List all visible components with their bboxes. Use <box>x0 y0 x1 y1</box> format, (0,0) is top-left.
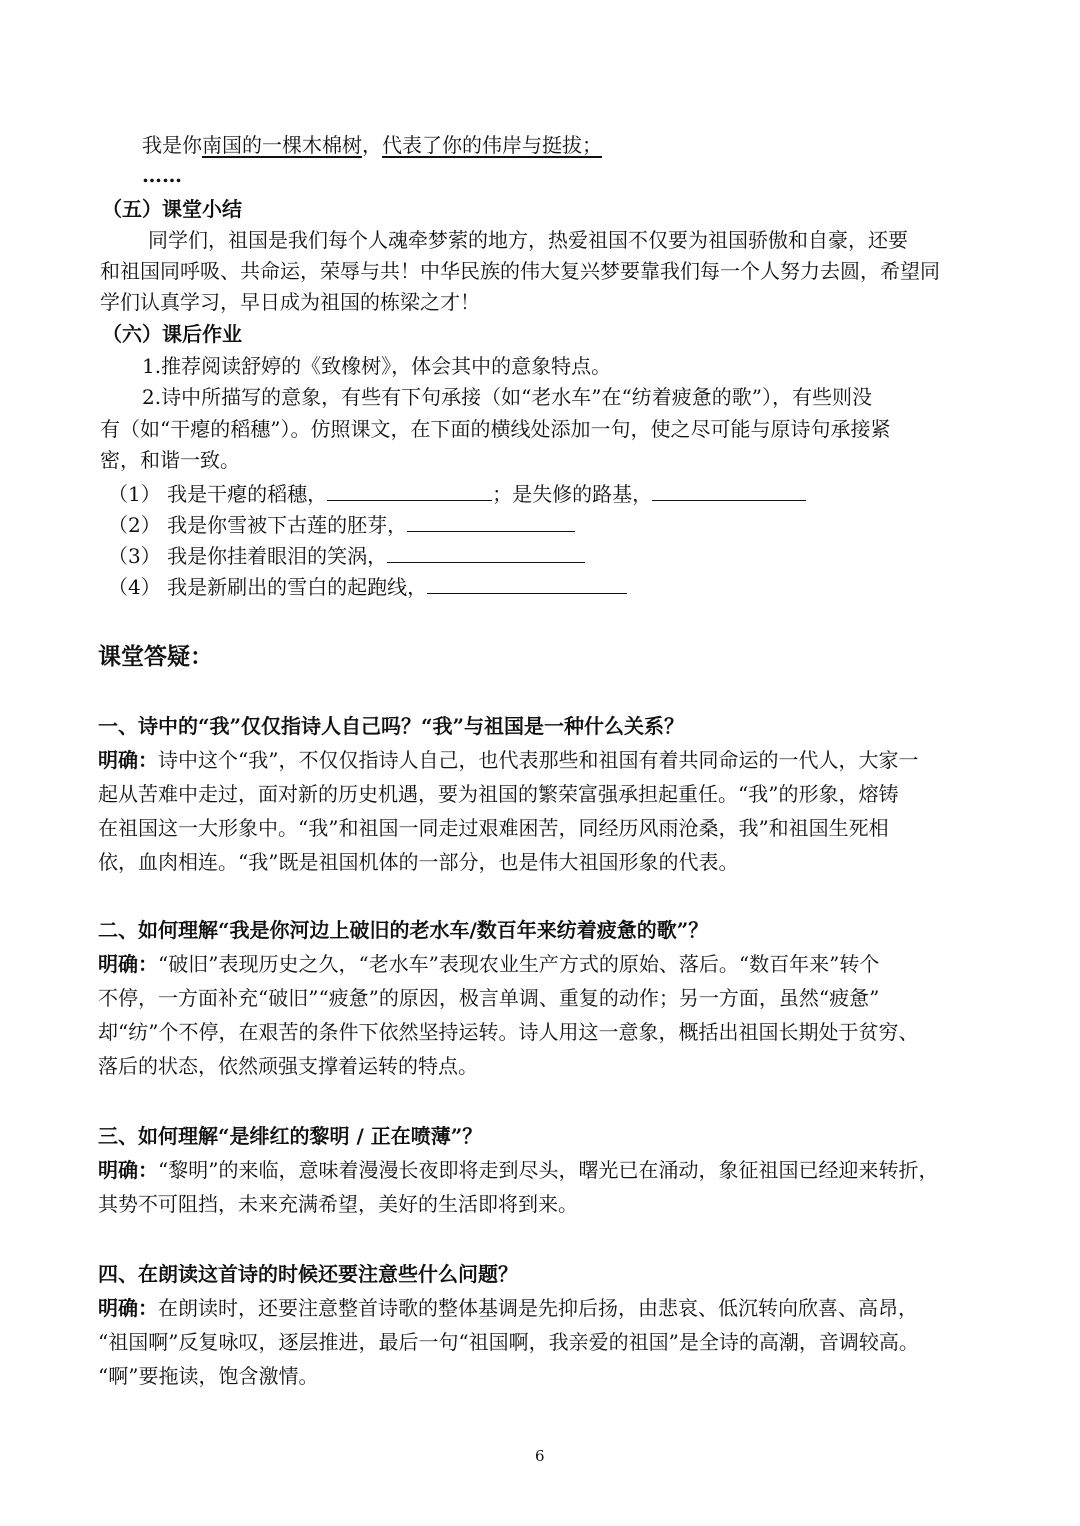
poem-comma: ， <box>362 133 382 157</box>
exercise-4-text: 我是新刷出的雪白的起跑线， <box>167 575 428 599</box>
q3-answer-text: “黎明”的来临，意味着漫漫长夜即将走到尽头，曙光已在涌动，象征祖国已经迎来转折， <box>158 1158 939 1182</box>
q3-answer-label: 明确： <box>98 1158 158 1182</box>
q1-answer-line-1 <box>98 748 918 772</box>
q2-answer-line-3: 却“纺”个不停，在艰苦的条件下依然坚持运转。诗人用这一意象，概括出祖国长期处于贫穷、 <box>98 1020 919 1044</box>
q2-answer-label: 明确： <box>98 952 158 976</box>
exercise-4-number: （4） <box>108 575 161 599</box>
q4-answer-line-2: “祖国啊”反复咏叹，逐层推进，最后一句“祖国啊，我亲爱的祖国”是全诗的高潮，音调较高。 <box>98 1330 919 1354</box>
poem-underlined-1: 南国的一棵木棉树 <box>202 133 362 157</box>
q4-answer-line-1 <box>98 1296 918 1320</box>
exercise-2-number: （2） <box>108 513 161 537</box>
q2-question: 二、如何理解“我是你河边上破旧的老水车/数百年来纺着疲惫的歌”？ <box>98 918 709 942</box>
q4-question: 四、在朗读这首诗的时候还要注意些什么问题？ <box>98 1262 518 1286</box>
q2-answer-line-4: 落后的状态，依然顽强支撑着运转的特点。 <box>98 1054 478 1078</box>
exercise-4 <box>108 575 627 599</box>
poem-ellipsis: …… <box>142 163 182 187</box>
homework-item-2-line-1: 2.诗中所描写的意象，有些有下句承接（如“老水车”在“纺着疲惫的歌”），有些则没 <box>142 385 872 409</box>
exercise-1-separator: ；是失修的路基， <box>492 482 653 506</box>
q3-question: 三、如何理解“是绯红的黎明 / 正在喷薄”？ <box>98 1124 483 1148</box>
homework-heading: （六）课后作业 <box>102 322 242 346</box>
exercise-2-text: 我是你雪被下古莲的胚芽， <box>167 513 408 537</box>
q2-answer-line-2: 不停，一方面补充“破旧”“疲惫”的原因，极言单调、重复的动作；另一方面，虽然“疲惫” <box>98 986 880 1010</box>
q2-answer-line-1 <box>98 952 879 976</box>
exercise-3 <box>108 544 585 568</box>
exercise-1-number: （1） <box>108 482 161 506</box>
q1-answer-text: 诗中这个“我”，不仅仅指诗人自己，也代表那些和祖国有着共同命运的一代人，大家一 <box>158 748 919 772</box>
q1-answer-label: 明确： <box>98 748 158 772</box>
summary-heading: （五）课堂小结 <box>102 197 242 221</box>
exercise-2 <box>108 513 575 537</box>
q4-answer-label: 明确： <box>98 1296 158 1320</box>
exercise-3-text: 我是你挂着眼泪的笑涡， <box>167 544 388 568</box>
answer-blank-1b[interactable] <box>652 482 806 501</box>
q1-answer-line-4: 依，血肉相连。“我”既是祖国机体的一部分，也是伟大祖国形象的代表。 <box>98 850 739 874</box>
qa-title: 课堂答疑： <box>98 643 213 670</box>
summary-line-3: 学们认真学习，早日成为祖国的栋梁之才！ <box>100 290 480 314</box>
exercise-3-number: （3） <box>108 544 161 568</box>
q4-answer-text: 在朗读时，还要注意整首诗歌的整体基调是先抑后扬，由悲哀、低沉转向欣喜、高昂， <box>158 1296 918 1320</box>
poem-line <box>142 133 602 157</box>
exercise-1-text: 我是干瘪的稻穗， <box>167 482 328 506</box>
summary-line-2: 和祖国同呼吸、共命运，荣辱与共！中华民族的伟大复兴梦要靠我们每一个人努力去圆，希望同 <box>100 259 940 283</box>
q4-answer-line-3: “啊”要拖读，饱含激情。 <box>98 1364 319 1388</box>
q1-answer-line-3: 在祖国这一大形象中。“我”和祖国一同走过艰难困苦，同经历风雨沧桑，我”和祖国生死相 <box>98 816 889 840</box>
answer-blank-2[interactable] <box>407 513 575 532</box>
answer-blank-4[interactable] <box>427 575 627 594</box>
q3-answer-line-1 <box>98 1158 938 1182</box>
page-number: 6 <box>535 1447 545 1465</box>
summary-line-1: 同学们，祖国是我们每个人魂牵梦萦的地方，热爱祖国不仅要为祖国骄傲和自豪，还要 <box>148 228 908 252</box>
q1-question: 一、诗中的“我”仅仅指诗人自己吗？“我”与祖国是一种什么关系？ <box>98 714 685 738</box>
homework-item-2-line-2: 有（如“干瘪的稻穗”）。仿照课文，在下面的横线处添加一句，使之尽可能与原诗句承接紧 <box>100 417 891 441</box>
q2-answer-text: “破旧”表现历史之久，“老水车”表现农业生产方式的原始、落后。“数百年来”转个 <box>158 952 880 976</box>
poem-prefix: 我是你 <box>142 133 202 157</box>
q3-answer-line-2: 其势不可阻挡，未来充满希望，美好的生活即将到来。 <box>98 1192 578 1216</box>
exercise-1 <box>108 482 806 506</box>
answer-blank-1a[interactable] <box>327 482 492 501</box>
homework-item-2-line-3: 密，和谐一致。 <box>100 448 240 472</box>
answer-blank-3[interactable] <box>387 544 585 563</box>
homework-item-1: 1.推荐阅读舒婷的《致橡树》，体会其中的意象特点。 <box>142 354 612 378</box>
poem-underlined-2: 代表了你的伟岸与挺拔； <box>382 133 602 157</box>
q1-answer-line-2: 起从苦难中走过，面对新的历史机遇，要为祖国的繁荣富强承担起重任。“我”的形象，熔铸 <box>98 782 899 806</box>
